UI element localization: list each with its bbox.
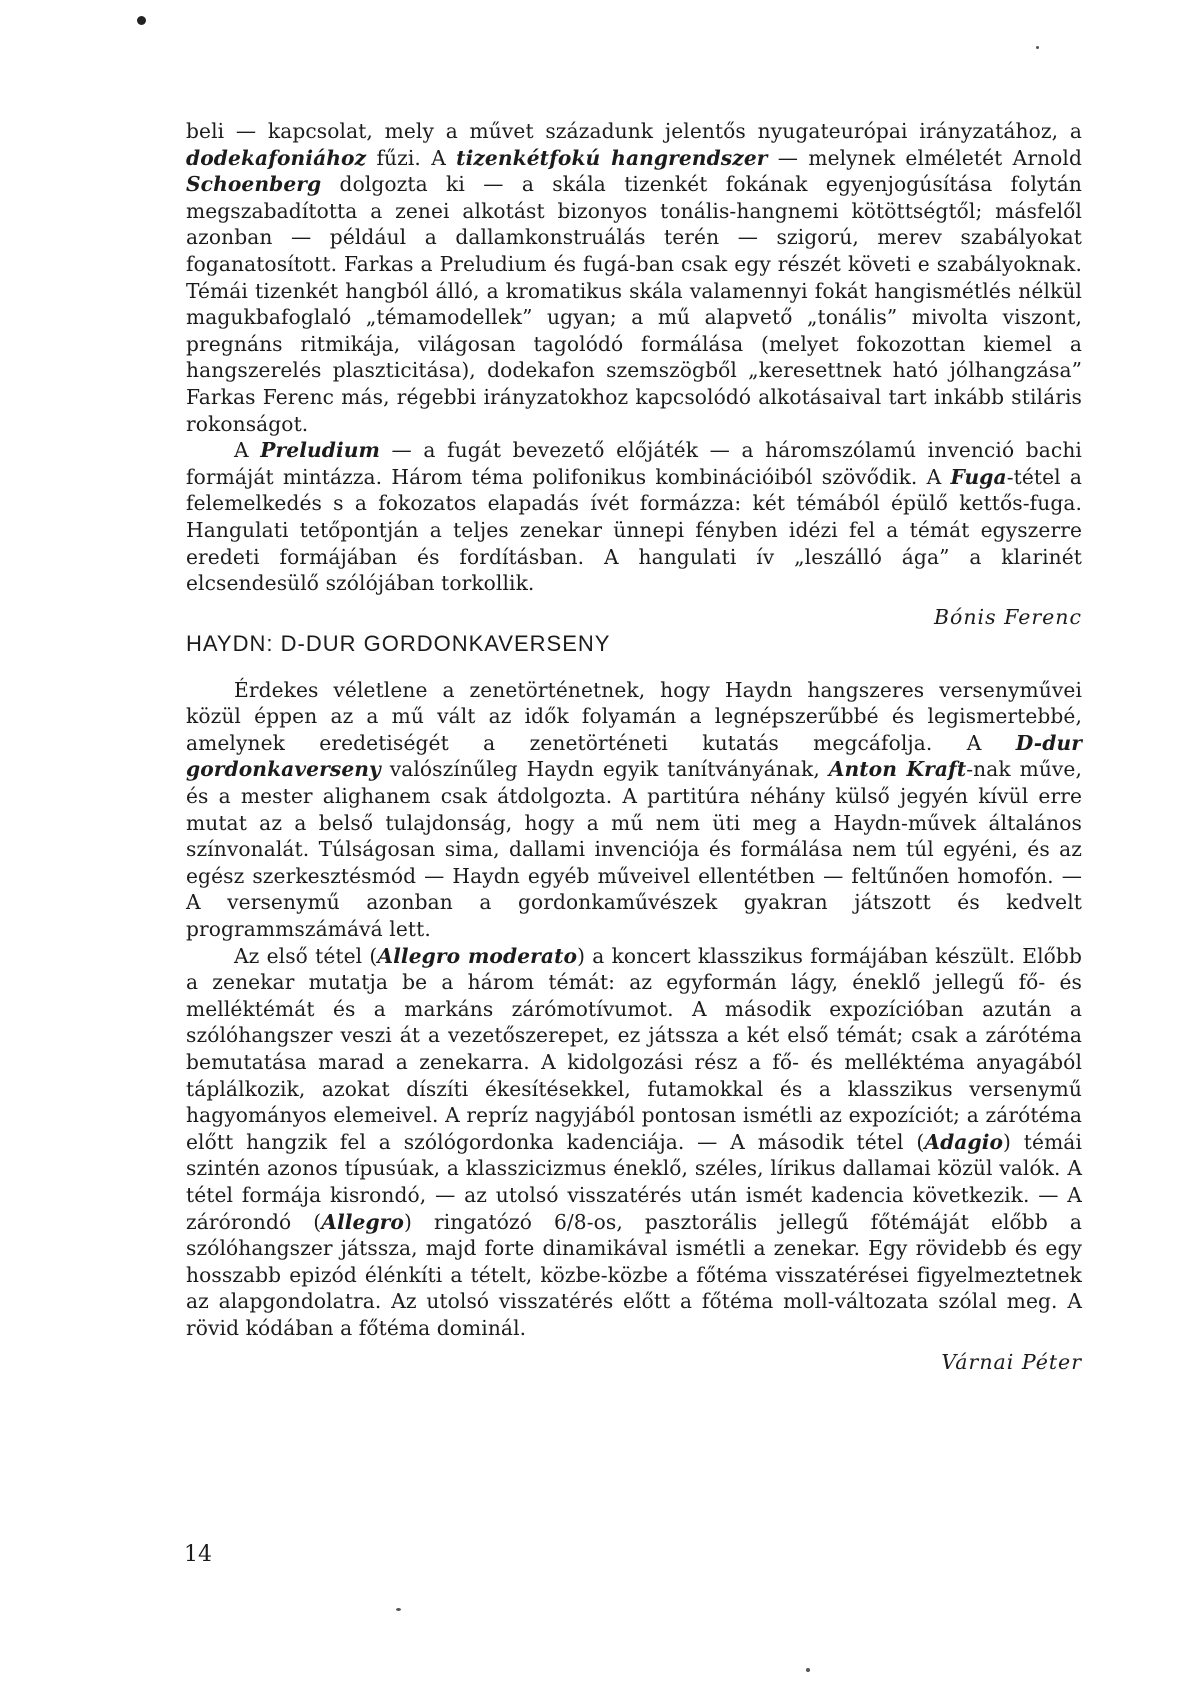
article-farkas — [186, 118, 1082, 629]
italic-term: tizenkétfokú hangrendszer — [456, 145, 768, 170]
page-body — [186, 118, 1082, 1374]
paragraph — [186, 943, 1082, 1342]
article-body — [186, 677, 1082, 1342]
text-run: ) ringatózó 6/8-os, pasztorális jellegű főtémáját előbb a szólóhangszer játssza, majd forte dinamikával ismétli a zenekar. Egy rövidebb és egy hosszabb epizód élénkíti a tételt, közbe-közbe a főtéma visszatérései figyelmeztetnek az alapgondolatra. Az utolsó visszatérés előtt a főtéma moll-változata szólal meg. A rövid kódában a főtéma dominál. — [186, 1209, 1082, 1340]
page-number: 14 — [184, 1542, 212, 1567]
text-run: valószínűleg Haydn egyik tanítványának, — [380, 757, 829, 782]
text-run: -tétel a felemelkedés s a fokozatos elapadás ívét formázza: két témából épülő kettős-fuga. Hangulati tetőpontján a teljes zenekar ünnepi fényben idézi fel a témát egyszerre eredeti formájában és fordításban. A hangulati ív „leszálló ága” a klarinét elcsendesülő szólójában torkollik. — [186, 464, 1083, 596]
italic-term: Preludium — [260, 438, 380, 463]
text-run: — a fugát bevezető előjáték — a háromszólamú invenció bachi formáját mintázza. Három téma polifonikus kombinációiból szövődik. A — [186, 438, 1082, 489]
text-run: Érdekes véletlene a zenetörténetnek, hogy Haydn hangszeres versenyművei közül éppen az a mű vált az idők folyamán a legnépszerűbbé és legismertebbé, amelynek eredetiségét a zenetörténeti kutatás megcáfolja. A — [186, 677, 1082, 755]
text-run: dolgozta ki — a skála tizenkét fokának egyenjogúsítása folytán megszabadította a zenei alkotást bizonyos tonális-hangnemi kötöttségtől; másfelől azonban — például a dallamkonstruálás terén — szigorú, merev szabályokat foganatosított. Farkas a Preludium és fugá-ban csak egy részét követi e szabályoknak. Témái tizenkét hangból álló, a kromatikus skála valamennyi fokát hangismétlés nélkül magukbafoglaló „témamodellek” ugyan; a mű alapvető „tonális” mivolta viszont, pregnáns ritmikája, világosan tagolódó formálása (melyet fokozottan kiemel a hangszerelés plaszticitása), dodekafon szemszögből „keresettnek ható jólhangzása” Farkas Ferenc más, régebbi irányzatokhoz kapcsolódó alkotásaival tart inkább stiláris rokonságot. — [186, 172, 1082, 436]
text-run: — melynek elméletét Arnold — [767, 145, 1083, 170]
paragraph — [186, 677, 1082, 943]
italic-term: Adagio — [924, 1129, 1004, 1154]
section-heading: HAYDN: D-DUR GORDONKAVERSENY — [186, 630, 611, 656]
author-signature: Várnai Péter — [941, 1349, 1082, 1374]
italic-term: Allegro — [321, 1209, 404, 1234]
paragraph — [186, 118, 1082, 437]
text-run: ) témái szintén azonos típusúak, a klasszicizmus éneklő, széles, lírikus dallamai közül valók. A tétel formája kisrondó, — az utolsó visszatérés után ismét kadencia következik. — A zárórondó ( — [186, 1129, 1083, 1234]
scan-speck — [396, 1608, 401, 1611]
italic-term: Anton Kraft — [828, 757, 967, 782]
italic-term: Schoenberg — [186, 172, 322, 197]
author-signature: Bónis Ferenc — [933, 604, 1082, 629]
text-run: beli — kapcsolat, mely a művet századunk jelentős nyugateurópai irányzatához, a — [186, 119, 1082, 143]
italic-term: D-dur gordonkaverseny — [186, 730, 1082, 782]
text-run: -nak műve, és a mester alighanem csak átdolgozta. A partitúra néhány külső jegyén kívül erre mutat az a belső tulajdonság, hogy a mű nem üti meg a Haydn-művek általános színvonalát. Túlságosan sima, dallami invenciója és formálása nem túl egyéni, és az egész szerkesztésmód — Haydn egyéb műveivel ellentétben — feltűnően homofón. — A versenymű azonban a gordonkaművészek gyakran játszott és kedvelt programmszámává lett. — [186, 757, 1082, 942]
article-haydn — [186, 631, 1082, 1374]
scan-speck — [806, 1668, 810, 1672]
paragraph — [186, 437, 1082, 597]
scan-speck — [137, 16, 146, 25]
text-run: Az első tétel ( — [234, 943, 378, 968]
text-run: A — [234, 438, 261, 463]
text-run: ) a koncert klasszikus formájában készült. Előbb a zenekar mutatja be a három témát: az egyformán lágy, éneklő jellegű fő- és melléktémát és a markáns zárómotívumot. A második expozícióban azután a szólóhangszer veszi át a vezetőszerepet, ez játssza a két első témát; csak a zárótéma bemutatása marad a zenekarra. A kidolgozási rész a fő- és melléktéma anyagából táplálkozik, azokat díszíti ékesítésekkel, futamokkal és a klasszikus versenymű hagyományos elemeivel. A repríz nagyjából pontosan ismétli az expozíciót; a zárótéma előtt hangzik fel a szólógordonka kadenciája. — A második tétel ( — [186, 943, 1082, 1154]
scan-speck — [1036, 46, 1039, 49]
italic-term: Fuga — [950, 464, 1007, 489]
text-run: fűzi. A — [366, 145, 457, 170]
italic-term: dodekafoniához — [186, 145, 367, 170]
italic-term: Allegro moderato — [377, 943, 578, 968]
article-body — [186, 118, 1082, 597]
